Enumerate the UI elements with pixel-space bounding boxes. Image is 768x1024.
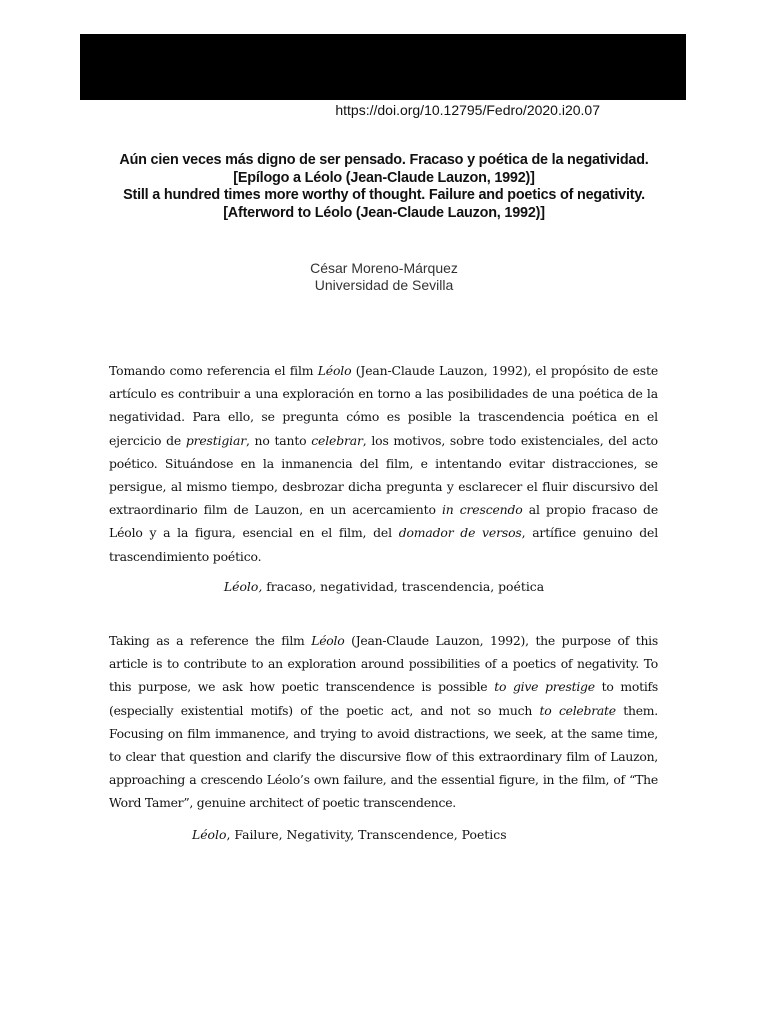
abstract-spanish [109,359,658,568]
keywords-english [192,825,507,845]
abstract-es-text: , los motivos, sobre todo existenciales, del acto poético. Situándose en la inmanencia del film, e intentando evitar distracciones, se persigue, al mismo tiempo, desbrozar dicha pregunta y esclarecer el fluir discursivo del extraordinario film de Lauzon, en un acercamiento [109,432,658,518]
title-spanish: Aún cien veces más digno de ser pensado. Fracaso y poética de la negatividad. [119,152,649,168]
title-english: Still a hundred times more worthy of thought. Failure and poetics of negativity. [123,187,645,203]
author-name: César Moreno-Márquez [310,260,458,276]
abstract-en-italic: to celebrate [539,702,616,718]
abstract-en-text: to motifs (especially existential motifs) of the poetic act, and not so much [109,679,658,718]
article-titles [40,152,728,222]
keywords-text: fracaso, negatividad, trascendencia, poética [262,579,545,594]
subtitle-spanish: [Epílogo a Léolo (Jean-Claude Lauzon, 1992)] [233,169,535,186]
abstract-es-italic: celebrar [311,432,363,448]
keywords-text: , Failure, Negativity, Transcendence, Poetics [226,827,507,842]
abstract-es-italic: prestigiar [185,432,247,448]
abstract-es-text: , no tanto [246,432,312,448]
abstract-en-text: (Jean-Claude Lauzon, 1992), the purpose of this article is to contribute to an exploration around possibilities of a poetics of negativity. To this purpose, we ask how poetic transcendence is possible [109,633,658,695]
abstract-en-text: Taking as a reference the film [109,633,312,648]
abstract-en-italic: to give prestige [494,679,595,695]
header-banner [80,34,686,100]
keywords-spanish [0,577,768,597]
abstract-es-text: al propio fracaso de Léolo y a la figura, esencial en el film, del [109,502,658,541]
abstract-en-italic: Léolo [311,633,345,648]
abstract-es-text: (Jean-Claude Lauzon, 1992), el propósito de este artículo es contribuir a una exploración en torno a las posibilidades de una poética de la negatividad. Para ello, se pregunta cómo es posible la trascendencia poética en el ejercicio de [109,363,658,448]
author-affiliation: Universidad de Sevilla [314,277,454,293]
keyword-italic: Léolo [192,827,227,842]
author-block [0,260,768,294]
abstract-english [109,629,658,815]
abstract-es-italic: Léolo [317,363,352,378]
subtitle-english: [Afterword to Léolo (Jean-Claude Lauzon, 1992)] [223,204,545,221]
keyword-italic: Léolo, [223,579,263,594]
abstract-es-text: , artífice genuino del trascendimiento poético. [109,525,659,564]
abstract-es-text: Tomando como referencia el film [109,363,318,378]
abstract-es-italic: domador de versos [398,525,522,541]
abstract-en-text: them. Focusing on film immanence, and trying to avoid distractions, we seek, at the same time, to clear that question and clarify the discursive flow of this extraordinary film of Lauzon, approaching a crescendo Léolo’s own failure, and the essential figure, in the film, of “The Word Tamer”, genuine architect of poetic transcendence. [109,702,658,811]
abstract-es-italic: in crescendo [441,502,523,518]
doi-link[interactable]: https://doi.org/10.12795/Fedro/2020.i20.07 [335,102,600,118]
